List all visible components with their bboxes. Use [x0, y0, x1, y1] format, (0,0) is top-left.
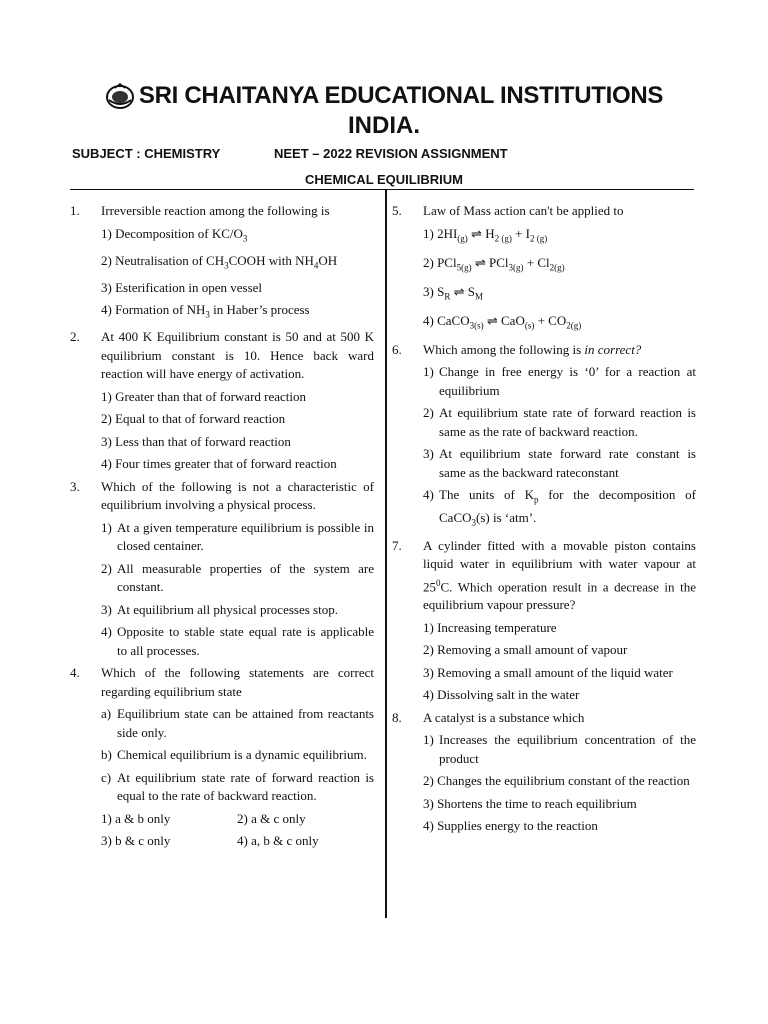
- q2-option-1: 1) Greater than that of forward reaction: [101, 388, 307, 404]
- q6-option-4: 4) The units of $K_p$ for the decomposition of CaCO$_3$(s) is ‘atm’.: [423, 487, 696, 529]
- question-2: 2. At 400 K Equilibrium constant is 50 and at 500 K equilibrium constant is 10. Hence back ward reaction will have energy of activation.: [70, 329, 374, 382]
- institution-logo-icon: [105, 82, 135, 110]
- q4-option-2: 2) a & c only: [237, 810, 306, 826]
- q1-option-1: 1) Decomposition of $KC/O_3$: [101, 225, 248, 244]
- header: [0, 82, 768, 140]
- q7-option-1: 1) Increasing temperature: [423, 619, 557, 635]
- q5-option-2: 2) PCl$_{5(g)}$ ⇌ $PCl_{3(g)} + Cl_{2(g)}$: [423, 254, 565, 273]
- q4-option-3: 3) b & c only: [101, 833, 171, 849]
- q8-option-1: 1) Increases the equilibrium concentration of the product: [423, 732, 696, 766]
- question-4: 4. Which of the following statements are correct regarding equilibrium state: [70, 665, 374, 699]
- q6-option-2: 2) At equilibrium state rate of forward reaction is same as the rate of backward reaction.: [423, 405, 696, 439]
- q5-option-1: 1) $2HI_{(g)}$ ⇌ $H_{2 (g)} + I_{2 (g)}$: [423, 225, 548, 244]
- question-3: 3. Which of the following is not a characteristic of equilibrium involving a physical process.: [70, 478, 374, 513]
- q5-option-4: 4) CaCO$_{3(s)}$ ⇌ $CaO_{(s)} + CO_{2(g)}$: [423, 312, 582, 331]
- q4-option-4: 4) a, b & c only: [237, 833, 319, 849]
- question-5: 5. Law of Mass action can't be applied to: [392, 203, 624, 218]
- q4-statement-c: c) At equilibrium state rate of forward reaction is equal to the rate of backward reaction.: [101, 769, 374, 804]
- q1-option-3: 3) Esterification in open vessel: [101, 279, 263, 295]
- q1-option-2: 2) Neutralisation of $CH_3COOH$ with $NH_4OH$: [101, 252, 338, 271]
- q4-options-row-2: [70, 832, 374, 851]
- institution-title: [0, 82, 768, 110]
- country-name: INDIA.: [348, 112, 420, 139]
- equilibrium-arrow-icon: ⇌: [453, 283, 465, 299]
- q4-statement-a: a) Equilibrium state can be attained from reactants side only.: [101, 706, 374, 740]
- q8-option-3: 3) Shortens the time to reach equilibrium: [423, 795, 637, 811]
- right-column: [392, 202, 696, 840]
- question-6: 6. Which among the following is in correct?: [392, 341, 642, 357]
- q2-option-4: 4) Four times greater that of forward reaction: [101, 456, 337, 472]
- subject-label: SUBJECT : CHEMISTRY: [72, 146, 221, 161]
- q8-option-2: 2) Changes the equilibrium constant of the reaction: [423, 773, 690, 789]
- q6-option-3: 3) At equilibrium state forward rate constant is same as the backward rateconstant: [423, 446, 696, 480]
- header-divider: [70, 189, 694, 190]
- equilibrium-arrow-icon: ⇌: [486, 312, 498, 328]
- q7-option-3: 3) Removing a small amount of the liquid water: [423, 664, 673, 680]
- q8-option-4: 4) Supplies energy to the reaction: [423, 818, 598, 834]
- column-divider: [385, 190, 387, 918]
- q3-option-2: 2) All measurable properties of the system are constant.: [101, 560, 374, 595]
- q7-option-2: 2) Removing a small amount of vapour: [423, 642, 628, 658]
- equilibrium-arrow-icon: ⇌: [474, 254, 486, 270]
- q6-option-1: 1) Change in free energy is ‘0’ for a reaction at equilibrium: [423, 364, 696, 398]
- left-column: [70, 202, 374, 855]
- institution-name: SRI CHAITANYA EDUCATIONAL INSTITUTIONS: [138, 82, 664, 109]
- question-1: 1. Irreversible reaction among the following is: [70, 203, 330, 218]
- q3-option-4: 4) Opposite to stable state equal rate is applicable to all processes.: [101, 624, 374, 658]
- q2-option-2: 2) Equal to that of forward reaction: [101, 411, 286, 427]
- assignment-label: NEET – 2022 REVISION ASSIGNMENT: [274, 146, 508, 161]
- question-8: 8. A catalyst is a substance which: [392, 709, 585, 725]
- q3-option-1: 1) At a given temperature equilibrium is possible in closed centainer.: [101, 519, 374, 554]
- q4-options-row-1: [70, 810, 374, 829]
- equilibrium-arrow-icon: ⇌: [471, 225, 482, 241]
- topic-title: CHEMICAL EQUILIBRIUM: [305, 172, 463, 187]
- q4-option-1: 1) a & b only: [101, 810, 171, 826]
- q1-option-4: 4) Formation of $NH_3$ in Haber’s process: [101, 302, 310, 320]
- q2-option-3: 3) Less than that of forward reaction: [101, 433, 291, 449]
- question-7: 7. A cylinder fitted with a movable piston contains liquid water in equilibrium with water vapour at $25^0C$. Which operation result in a decrease in the equilibrium vapour pressure?: [392, 537, 696, 613]
- q3-option-3: 3) At equilibrium all physical processes stop.: [101, 601, 338, 617]
- q5-option-3: 3) $S_R$ ⇌ $S_M$: [423, 283, 483, 302]
- q4-statement-b: b) Chemical equilibrium is a dynamic equilibrium.: [101, 747, 367, 763]
- q7-option-4: 4) Dissolving salt in the water: [423, 687, 580, 703]
